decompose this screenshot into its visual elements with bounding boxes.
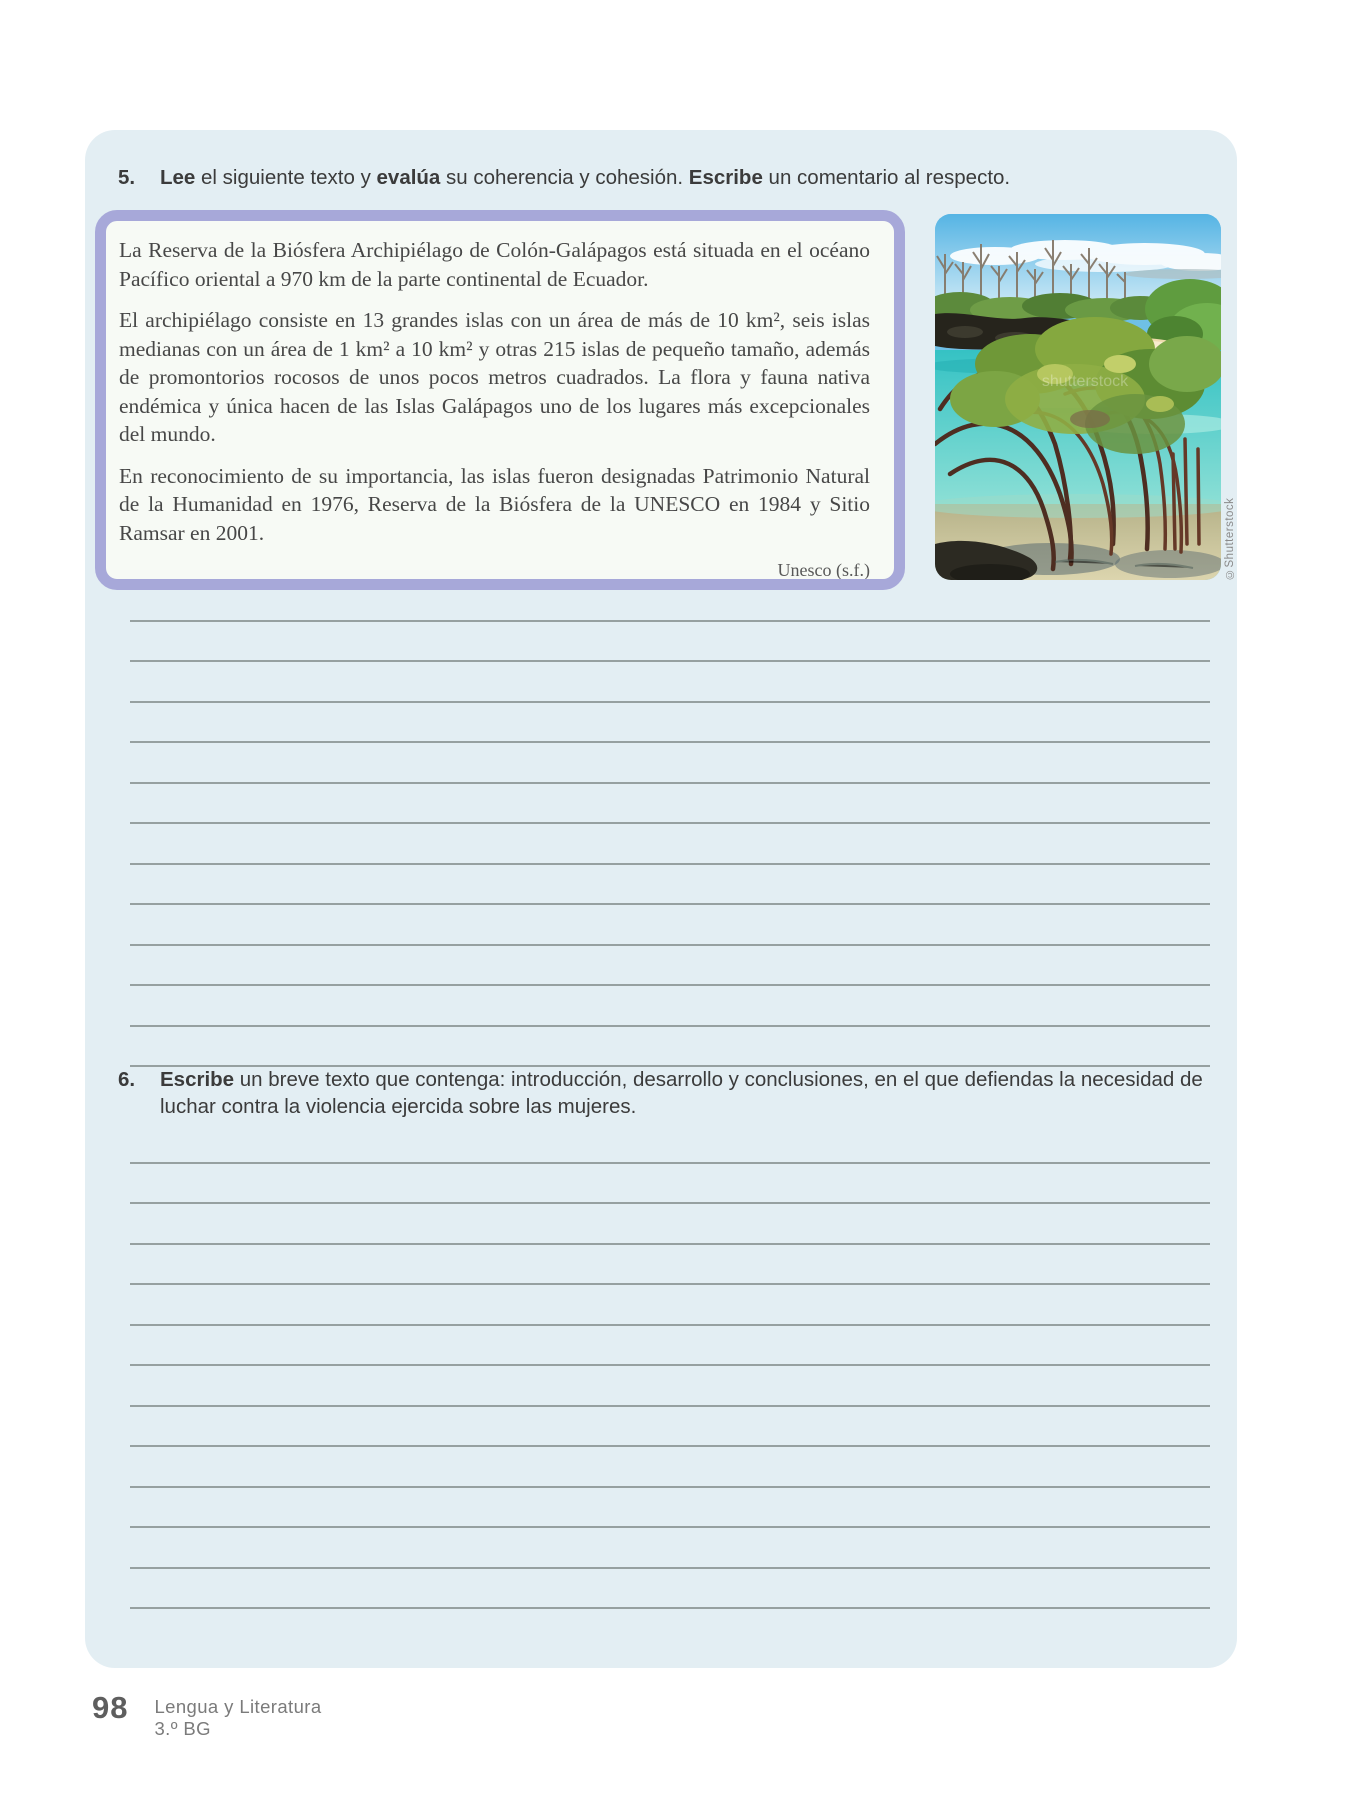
exercise5-text bbox=[160, 164, 1218, 191]
answer-line bbox=[130, 1027, 1210, 1068]
answer-line bbox=[130, 905, 1210, 946]
verb-lee: Lee bbox=[160, 166, 196, 189]
source-attribution: Unesco (s.f.) bbox=[777, 560, 870, 580]
answer-line bbox=[130, 581, 1210, 622]
answer-line bbox=[130, 1447, 1210, 1488]
answer-line bbox=[130, 784, 1210, 825]
reading-paragraph: En reconocimiento de su importancia, las islas fueron designadas Patrimonio Natural de la Humanidad en 1976, Reserva de la Biósfera de la UNESCO en 1984 y Sitio Ramsar en 2001. bbox=[119, 463, 870, 545]
exercise6-answer-lines bbox=[130, 1123, 1210, 1609]
exercise5-number: 5. bbox=[118, 166, 136, 189]
exercise5-answer-lines bbox=[130, 581, 1210, 1067]
answer-line bbox=[130, 1528, 1210, 1569]
instruction-segment: un breve texto que contenga: introducción, desarrollo y conclusiones, en el que defiendas la necesidad de luchar contra la violencia ejercida sobre las mujeres. bbox=[160, 1068, 1203, 1118]
footer-subject-grade bbox=[154, 1692, 321, 1740]
exercise6-number: 6. bbox=[118, 1068, 136, 1091]
answer-line bbox=[130, 662, 1210, 703]
answer-line bbox=[130, 703, 1210, 744]
reading-text-box bbox=[95, 210, 905, 590]
reading-paragraph: El archipiélago consiste en 13 grandes islas con un área de más de 10 km², seis islas medianas con un área de 1 km² a 10 km² y otras 215 islas de pequeño tamaño, además de promontorios rocosos de unos pocos metros cuadrados. La flora y fauna nativa endémica y única hacen de las Islas Galápagos uno de los lugares más excepcionales del mundo. bbox=[119, 308, 870, 446]
instruction-segment: un comentario al respecto. bbox=[762, 166, 1011, 189]
activity-card bbox=[85, 130, 1237, 1668]
verb-escribe: Escribe bbox=[160, 1068, 235, 1091]
answer-line bbox=[130, 1123, 1210, 1164]
answer-line bbox=[130, 986, 1210, 1027]
instruction-segment: el siguiente texto y bbox=[195, 166, 377, 189]
reading-paragraphs bbox=[119, 236, 870, 547]
answer-line bbox=[130, 1164, 1210, 1205]
reading-paragraph: La Reserva de la Biósfera Archipiélago de Colón-Galápagos está situada en el océano Pacífico oriental a 970 km de la parte continental de Ecuador. bbox=[119, 238, 870, 291]
exercise6-text bbox=[160, 1066, 1216, 1120]
answer-line bbox=[130, 1326, 1210, 1367]
answer-line bbox=[130, 622, 1210, 663]
answer-line bbox=[130, 1245, 1210, 1286]
answer-line bbox=[130, 946, 1210, 987]
answer-line bbox=[130, 1488, 1210, 1529]
galapagos-photo-illustration bbox=[935, 214, 1221, 580]
page-footer bbox=[92, 1692, 322, 1740]
answer-line bbox=[130, 1204, 1210, 1245]
answer-line bbox=[130, 824, 1210, 865]
verb-escribe: Escribe bbox=[688, 166, 763, 189]
verb-evalua: evalúa bbox=[376, 166, 441, 189]
exercise5-instruction bbox=[118, 164, 1218, 191]
footer-grade: 3.º BG bbox=[154, 1718, 211, 1739]
answer-line bbox=[130, 865, 1210, 906]
photo-watermark: shutterstock bbox=[1041, 373, 1129, 390]
answer-line bbox=[130, 743, 1210, 784]
answer-line bbox=[130, 1366, 1210, 1407]
answer-line bbox=[130, 1569, 1210, 1610]
photo-credit: ©Shutterstock bbox=[1224, 497, 1236, 580]
answer-line bbox=[130, 1285, 1210, 1326]
page-number: 98 bbox=[92, 1690, 129, 1725]
instruction-segment: su coherencia y cohesión. bbox=[440, 166, 689, 189]
answer-line bbox=[130, 1407, 1210, 1448]
galapagos-mangrove-photo bbox=[935, 214, 1221, 580]
footer-subject: Lengua y Literatura bbox=[154, 1696, 322, 1717]
exercise6-instruction bbox=[118, 1066, 1216, 1120]
